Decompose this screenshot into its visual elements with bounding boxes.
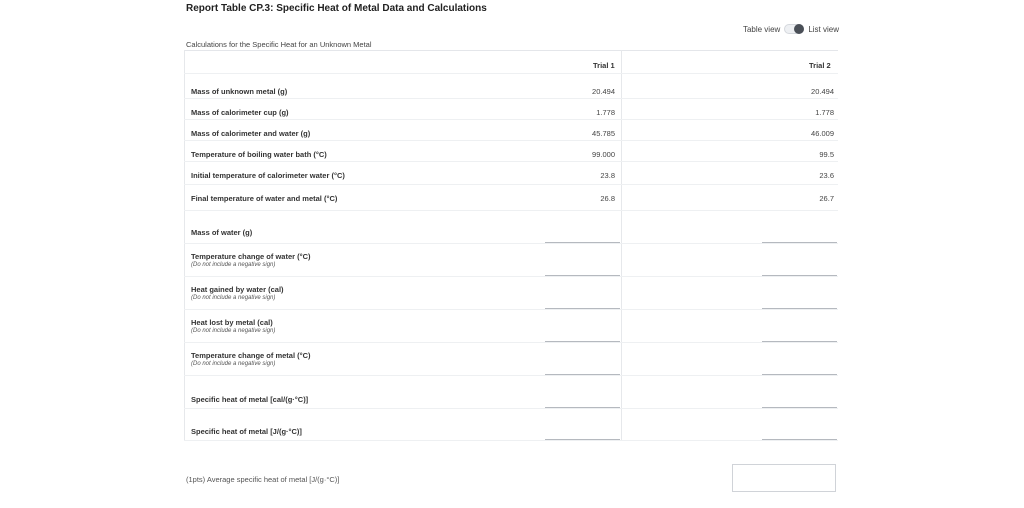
trial-2-value: 20.494 bbox=[811, 87, 834, 96]
trial-1-value: 26.8 bbox=[600, 194, 615, 203]
row-divider bbox=[184, 184, 838, 185]
trial-2-answer-input[interactable] bbox=[762, 427, 837, 440]
row-divider bbox=[184, 140, 838, 141]
trial-1-value: 45.785 bbox=[592, 129, 615, 138]
negative-sign-note: (Do not include a negative sign) bbox=[191, 262, 276, 268]
row-divider bbox=[184, 73, 838, 74]
calculation-row-label: Temperature change of water (°C) bbox=[191, 252, 311, 261]
row-divider bbox=[184, 210, 838, 211]
calculation-row-label: Specific heat of metal [J/(g·°C)] bbox=[191, 427, 302, 436]
row-divider bbox=[184, 276, 838, 277]
trial-2-answer-input[interactable] bbox=[762, 296, 837, 309]
column-header-trial-2: Trial 2 bbox=[809, 61, 831, 70]
column-header-trial-1: Trial 1 bbox=[593, 61, 615, 70]
table-border-left bbox=[184, 50, 185, 440]
data-row-label: Temperature of boiling water bath (°C) bbox=[191, 150, 327, 159]
trial-1-value: 23.8 bbox=[600, 171, 615, 180]
calculation-row-label: Specific heat of metal [cal/(g·°C)] bbox=[191, 395, 309, 404]
trial-1-value: 1.778 bbox=[596, 108, 615, 117]
trial-1-value: 99.000 bbox=[592, 150, 615, 159]
negative-sign-note: (Do not include a negative sign) bbox=[191, 361, 276, 367]
average-specific-heat-input[interactable] bbox=[732, 464, 836, 492]
row-divider bbox=[184, 161, 838, 162]
trial-2-answer-input[interactable] bbox=[762, 395, 837, 408]
calculation-row-label: Heat gained by water (cal) bbox=[191, 285, 284, 294]
page-title: Report Table CP.3: Specific Heat of Metal Data and Calculations bbox=[186, 3, 487, 14]
row-divider bbox=[184, 98, 838, 99]
trial-1-answer-input[interactable] bbox=[545, 329, 620, 342]
trial-2-answer-input[interactable] bbox=[762, 230, 837, 243]
table-subtitle: Calculations for the Specific Heat for an Unknown Metal bbox=[186, 40, 372, 49]
trial-1-answer-input[interactable] bbox=[545, 427, 620, 440]
trial-1-answer-input[interactable] bbox=[545, 230, 620, 243]
view-switch[interactable] bbox=[784, 24, 804, 34]
trial-1-answer-input[interactable] bbox=[545, 395, 620, 408]
data-row-label: Final temperature of water and metal (°C) bbox=[191, 194, 338, 203]
negative-sign-note: (Do not include a negative sign) bbox=[191, 295, 276, 301]
negative-sign-note: (Do not include a negative sign) bbox=[191, 328, 276, 334]
trial-2-value: 26.7 bbox=[819, 194, 834, 203]
data-row-label: Mass of calorimeter cup (g) bbox=[191, 108, 289, 117]
trial-2-value: 99.5 bbox=[819, 150, 834, 159]
calculation-row-label: Mass of water (g) bbox=[191, 228, 253, 237]
average-specific-heat-label: (1pts) Average specific heat of metal [J/(g·°C)] bbox=[186, 475, 340, 484]
data-row-label: Initial temperature of calorimeter water (°C) bbox=[191, 171, 345, 180]
trial-2-answer-input[interactable] bbox=[762, 263, 837, 276]
row-divider bbox=[184, 408, 838, 409]
trial-2-answer-input[interactable] bbox=[762, 329, 837, 342]
trial-1-answer-input[interactable] bbox=[545, 296, 620, 309]
trial-1-answer-input[interactable] bbox=[545, 263, 620, 276]
column-divider bbox=[621, 50, 622, 440]
switch-knob bbox=[794, 24, 804, 34]
data-row-label: Mass of calorimeter and water (g) bbox=[191, 129, 311, 138]
row-divider bbox=[184, 243, 838, 244]
trial-1-value: 20.494 bbox=[592, 87, 615, 96]
list-view-label[interactable]: List view bbox=[808, 24, 839, 34]
row-divider bbox=[184, 440, 838, 441]
row-divider bbox=[184, 119, 838, 120]
row-divider bbox=[184, 342, 838, 343]
trial-2-value: 1.778 bbox=[815, 108, 834, 117]
calculation-row-label: Temperature change of metal (°C) bbox=[191, 351, 311, 360]
row-divider bbox=[184, 309, 838, 310]
table-view-label[interactable]: Table view bbox=[742, 24, 781, 34]
calculation-row-label: Heat lost by metal (cal) bbox=[191, 318, 273, 327]
trial-2-value: 46.009 bbox=[811, 129, 834, 138]
row-divider bbox=[184, 375, 838, 376]
data-row-label: Mass of unknown metal (g) bbox=[191, 87, 288, 96]
trial-1-answer-input[interactable] bbox=[545, 362, 620, 375]
trial-2-value: 23.6 bbox=[819, 171, 834, 180]
trial-2-answer-input[interactable] bbox=[762, 362, 837, 375]
view-toggle bbox=[743, 24, 839, 34]
